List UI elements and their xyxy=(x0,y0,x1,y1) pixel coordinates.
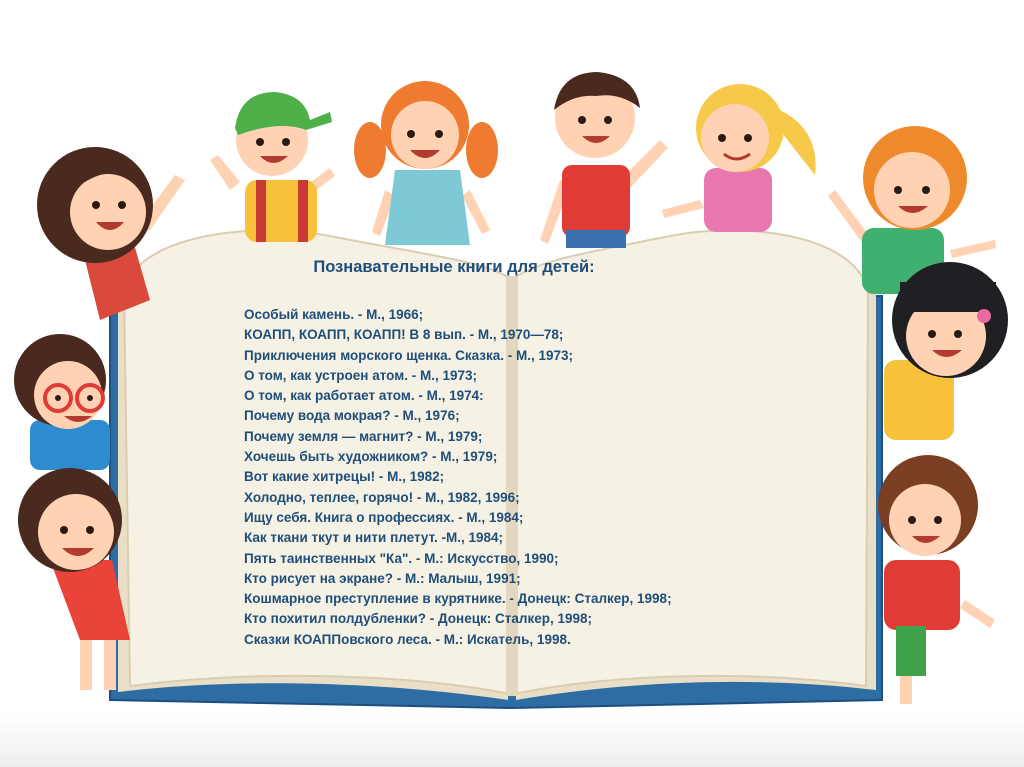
book-item: КОАПП, КОАПП, КОАПП! В 8 вып. - М., 1970—78; xyxy=(244,327,564,343)
kid-glasses-boy xyxy=(14,334,110,470)
kid-red-shirt-boy xyxy=(540,72,668,248)
book-item: Кошмарное преступление в курятнике. - Донецк: Сталкер, 1998; xyxy=(244,591,672,607)
kid-black-hair-girl xyxy=(884,262,1008,440)
book-item: Ищу себя. Книга о профессиях. - М., 1984; xyxy=(244,509,524,525)
book-item: Кто рисует на экране? - М.: Малыш, 1991; xyxy=(244,570,521,586)
book-item: Как ткани ткут и нити плетут. -М., 1984; xyxy=(244,530,504,546)
slide-title: Познавательные книги для детей: xyxy=(313,258,595,276)
book-item: Сказки КОАППовского леса. - М.: Искатель, 1998. xyxy=(244,631,571,647)
book-item: Почему вода мокрая? - М., 1976; xyxy=(244,408,460,424)
kid-green-cap xyxy=(210,92,335,242)
book-item: Холодно, теплее, горячо! - М., 1982, 1996; xyxy=(244,489,520,505)
book-item: О том, как работает атом. - М., 1974: xyxy=(244,388,484,404)
kid-curly-boy-right xyxy=(878,455,995,704)
book-item: Приключения морского щенка. Сказка. - М., 1973; xyxy=(244,347,574,363)
book-item: Кто похитил полдубленки? - Донецк: Сталкер, 1998; xyxy=(244,611,593,627)
book-item: Особый камень. - М., 1966; xyxy=(244,307,424,322)
book-item: Вот какие хитрецы! - М., 1982; xyxy=(244,469,445,485)
book-item: Почему земля — магнит? - М., 1979; xyxy=(244,428,483,444)
kid-orange-pigtails xyxy=(354,81,498,245)
book-item: Пять таинственных "Ка". - М.: Искусство, 1990; xyxy=(244,550,559,566)
book-item: Хочешь быть художником? - М., 1979; xyxy=(244,449,498,465)
book-item: О том, как устроен атом. - М., 1973; xyxy=(244,367,477,383)
book-list xyxy=(244,305,844,650)
kid-blonde-girl xyxy=(662,84,816,232)
kid-brown-hair-girl-left xyxy=(18,468,130,690)
